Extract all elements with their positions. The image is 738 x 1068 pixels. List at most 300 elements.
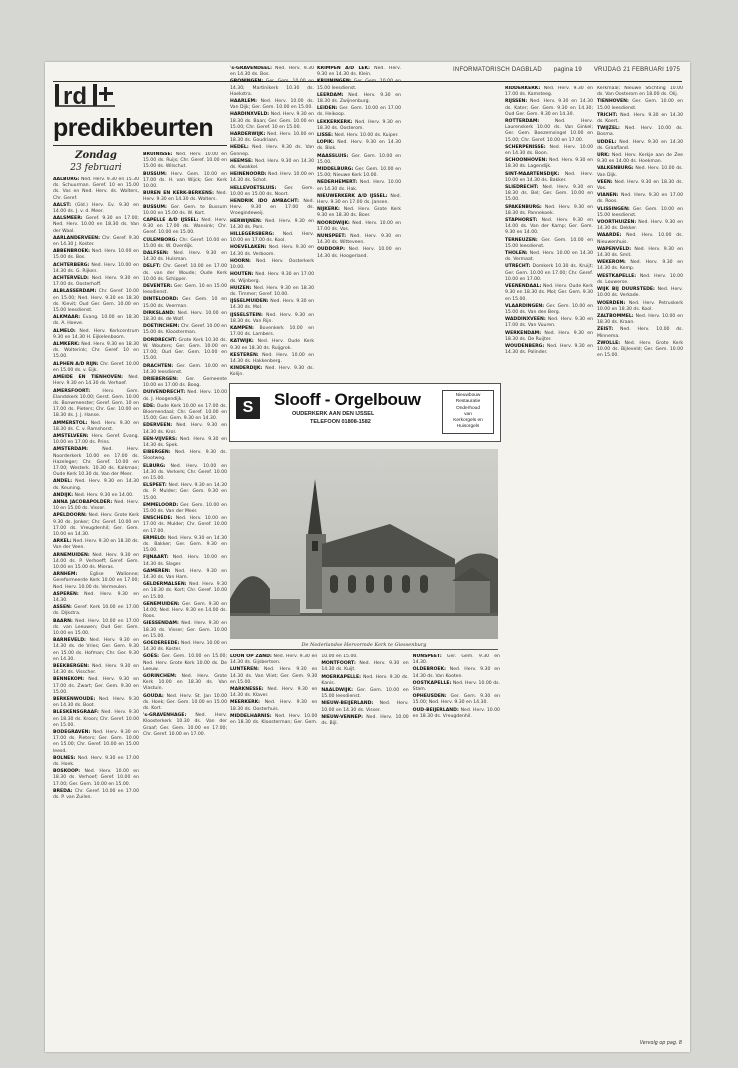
listing-entry — [230, 132, 314, 144]
listing-entry — [505, 218, 593, 237]
listing-text: Ned. Herv. 9.30 en 14.30 ds. Smit. — [597, 246, 683, 259]
listing-text: Ned. Herv. Kerkje aan de Zee 9.30 en 14.00 ds. Hoekman. — [597, 153, 683, 165]
listing-text: Ned. Herv. 10.00 ds. Nieuwenhuis. — [597, 233, 683, 245]
listing-entry — [505, 99, 593, 118]
listing-entry — [143, 516, 227, 535]
listing-text: Ned. Herv. 10.00 en 14.30 ds. Schot. — [230, 172, 314, 184]
listing-text: Ned. Herv. 9.30 en 18.30 ds. Baan; Ger. Gem. 10.00 en 15.00; Chr. Geref. 10 en 15.00. — [230, 112, 314, 130]
listing-entry — [413, 667, 500, 679]
listing-place: RIDDERKERK: — [505, 86, 541, 91]
listing-entry — [53, 421, 139, 433]
ad-phone: TELEFOON 01808-1582 — [310, 419, 371, 425]
listing-place: BAARN: — [53, 618, 73, 624]
listing-text: Ned. Herv. 9.30 en 14.30 ds. Klaver. — [230, 687, 318, 699]
listing-entry — [53, 500, 139, 512]
listing-place: DINTELOORD: — [143, 297, 179, 303]
listing-place: ARNEMUIDEN: — [53, 552, 90, 558]
listing-place: HENDRIK IDO AMBACHT: — [230, 199, 299, 205]
listing-entry — [317, 79, 401, 91]
listing-place: HELLEVOETSLUIS: — [230, 185, 277, 191]
listing-text: Herv. Gem. Elandskerk 10.00; Gerst. Gem. 10.00 ds. Bonwmeester; Geref. Gem. 10 en 17.00 ds. Pieters; Chr. Ger. 10.00 en 18.30 ds. J. J. Hanse. — [53, 388, 139, 419]
listing-place: NUNSPEET: — [317, 234, 347, 240]
listing-entry — [143, 205, 227, 217]
listing-place: GELDERMALSEN: — [143, 582, 187, 588]
listing-entry — [317, 106, 401, 118]
listing-text: Ned. Herv. 9.30 en 18.30 ds. Timmer; Geref. 10.00. — [230, 285, 314, 297]
listing-text: Ned. Herv. 9.30 en 14.30 ds. Bos. — [230, 66, 314, 78]
listing-text: Ned. Herv. Grote Kerk 9.30 en 18.30 ds. Boer. — [317, 207, 401, 219]
listing-column-7 — [597, 86, 683, 1036]
listing-place: ZALTBOMMEL: — [597, 313, 634, 319]
listing-place: LOON OP ZAND: — [230, 654, 272, 659]
listing-place: BLESKENSGRAAF: — [53, 710, 99, 716]
listing-entry — [230, 259, 314, 271]
advertisement — [229, 383, 501, 442]
listing-text: Ned. Herv. 10.00 en 14.30 ds. Hak. — [317, 180, 401, 192]
listing-text: Ned. Herv. 9.30 en 17.00 ds. Vroegindeweij. — [230, 199, 314, 217]
listing-place: TRICHT: — [597, 112, 618, 118]
listing-text: Ned. Herv. 10.00 ds. Van Dijk; Ger. Gem. 10.00 en 15.00. — [230, 99, 314, 111]
listing-text: Ned. Herv. 9.30 ds. Kolijn. — [230, 366, 314, 378]
listing-text: Ger. Gem. te Bussum 10.00 en 15.00 ds. W. Kort. — [143, 204, 227, 216]
listing-entry — [143, 694, 227, 713]
listing-text: Ned. Herv. 9.30 en 14.30 ds. Dekker. — [597, 220, 683, 232]
listing-text: Ger. Gem. 10.00 en 15.00 leesdienst. — [317, 79, 401, 91]
listing-place: AALBURG: — [53, 177, 80, 182]
listing-place: ALMKERK: — [53, 342, 80, 348]
listing-text: Ger. Gem. 9.30 en 15.00; Ned. Herv. 9.30 en 14.30. — [412, 694, 500, 706]
listing-entry — [505, 304, 593, 316]
listing-place: NIEUWERKERK A/D IJSSEL: — [317, 193, 388, 199]
listing-place: EDE: — [143, 403, 155, 409]
day-heading: Zondag — [75, 150, 117, 161]
listing-entry — [230, 99, 314, 111]
listing-entry — [413, 694, 500, 706]
listing-text: Ned. Herv. 10.00 ds. Stam. — [412, 680, 500, 693]
listing-place: ARKEL: — [53, 539, 72, 545]
listing-text: Ned. Herv. 9.30 en 14.30 ds. Verhoef. — [53, 375, 139, 387]
listing-place: ROTTERDAM: — [505, 119, 540, 125]
listing-place: WIJK BIJ DUURSTEDE: — [597, 287, 655, 293]
listing-entry — [143, 152, 227, 171]
listing-text: Ned. Herv. 9.30 en 17.00 ds. Hoek. — [53, 755, 139, 768]
listing-place: GIESSENDAM: — [143, 621, 179, 627]
listing-text: Kerkmaal; Nieuwe Stichting 10.00 ds. Van Oosterom en 18.00 ds. Olij. — [597, 86, 683, 98]
listing-text: Ned. Herv. 9.30 ds. Van Gennep. — [230, 145, 314, 157]
listing-place: WAPENVELD: — [597, 246, 632, 252]
listing-place: DUIVENDRECHT: — [143, 390, 186, 396]
listing-entry — [505, 284, 593, 303]
listing-text: Ned. Herv. 9.30 ds. Slootweg. — [143, 450, 227, 462]
listing-entry — [317, 221, 401, 233]
listing-text: Ned. Herv. Kerkcentrum 9.30 en 14.30 H. Eijkelenboom. — [53, 328, 139, 340]
listing-text: Ned. Herv. 9.30 en 17.00 ds. Kamsteeg. — [505, 86, 593, 98]
listing-text: Ned. Herv. 10.00 ds. Minnema. — [597, 327, 683, 339]
listing-text: Grote Kerk 10.30 ds. W. Wouters; Ger. Gem. 10.00 en 17.00; Oud Ger. Gem. 10.00 en 15.00. — [143, 337, 227, 362]
listing-text: Ned. Herv. 10.00 ds. Louwerse. — [597, 273, 683, 285]
listing-entry — [597, 274, 683, 286]
listing-text: Ger. Gem. 10.00 en 15.00 ds. Van der Meer. — [143, 502, 227, 514]
listing-place: BRUINISSE: — [143, 152, 173, 157]
listing-text: Ned. Herv. 10.00 en 14.30 ds. Vermaat. — [505, 251, 593, 263]
photo-caption: De Nederlandse Hervormde Kerk te Giessenburg — [301, 642, 427, 648]
listing-text: Ned. Herv. 9.30 en 18.30 ds. Van der Veen. — [53, 539, 139, 551]
listing-text: Ned. Herv. 9.30 ds. Kanis. — [321, 674, 409, 686]
title-rule — [53, 145, 227, 146]
listing-text: Ger. Gem. 10 en 15.00 leesdienst. — [143, 284, 227, 296]
listing-place: FIJNAART: — [143, 555, 169, 561]
listing-text: Ger. Gem. 9.30 en 14.30. — [412, 654, 500, 666]
listing-text: Ned. Herv. 10.00 ds. Van Dijk. — [597, 166, 683, 178]
listing-text: Ger. Gem. 10.00 en 17.00 ds. Heikoop. — [317, 106, 401, 118]
listing-place: DIRKSLAND: — [143, 310, 175, 316]
listing-place: VOORTHUIZEN: — [597, 220, 637, 226]
listing-place: CAPELLE A/D IJSSEL: — [143, 218, 199, 224]
listing-place: BUSSUM: — [143, 204, 167, 210]
listing-entry — [53, 677, 139, 696]
listing-text: Ger. Gem. 10.00 en 15.00 ds. Noort. — [230, 185, 314, 197]
listing-text: Ned. Herv. 10.00 en 14.30 ds. Boon. — [505, 144, 593, 157]
listing-entry — [143, 364, 227, 376]
listing-entry — [321, 661, 408, 673]
listing-text: Ned. Herv. 9.30 en 17.00 ds. Oosterhoff. — [53, 276, 139, 288]
listing-text: Ned. Herv. 9.30 en 17.00 ds. Pieters; Ger. Gem. 10.00 en 15.00; Chr. Geref. 10.00 en 15.00 leesd. — [53, 730, 139, 754]
listing-place: GAMEREN: — [143, 568, 171, 574]
listing-text: Ned. Herv. 9.30 en 14.30 ds. Keuning. — [53, 479, 139, 491]
listing-place: APELDOORN: — [53, 513, 87, 519]
listing-text: Ger. Gem. 10.00 en 15.00 leesdienst. — [597, 206, 683, 218]
listing-entry — [505, 205, 593, 217]
listing-place: BOSKOOP: — [53, 769, 81, 775]
listing-text: Ned. Herv. 9.30 en 14.30 ds. Klein. — [317, 66, 401, 78]
listing-place: WERKENDAM: — [505, 330, 542, 336]
listing-place: BARNEVELD: — [53, 638, 86, 644]
listing-entry — [143, 390, 227, 402]
listing-text: Ned. Herv. 9.30 en 18.30 ds. Oosterhuis. — [230, 700, 318, 712]
listing-text: Ned. Herv. 9.30 en 14.30 ds. Kater; Ger. Gem. 9.30 en 14.30; Oud Ger. Gem. 9.30 en 14.30. — [505, 99, 593, 117]
listing-place: HOORN: — [230, 258, 251, 264]
listing-place: MARKNESSE: — [230, 687, 264, 693]
listing-text: Ned. Herv. Grote Kerk 10.00 ds. Bijleveld; Ger. Gem. 10.00 en 15.00. — [597, 340, 683, 359]
ad-service-line: Huisorgels — [456, 424, 480, 430]
listing-text: Eglise Wallonne; Gereformeerde Kerk 10.00 en 17.00; Ned. Herv. 10.00 ds. Vermeulen. — [53, 572, 139, 590]
listing-text: Domkerk 10.30 ds. Kruijt; Ger. Gem. 10.00 en 17.00; Chr. Geref. 10.00 en 17.00. — [505, 264, 593, 282]
listing-place: WESTKAPELLE: — [597, 273, 637, 279]
listing-text: Ned. Herv. 9.30 en 14.30 ds. Koert. — [597, 112, 683, 125]
listing-place: HARDINXVELD: — [230, 112, 270, 118]
listing-place: BOLNES: — [53, 755, 76, 761]
listing-text: Ned. Herv. 10.00 en 18.30 ds. de Wolf. — [143, 310, 227, 323]
listing-text: Ned. Herv. 9.30 en 14.30 ds. Polinder. — [505, 343, 593, 356]
listing-entry — [53, 389, 139, 420]
listing-place: ALKMAAR: — [53, 315, 81, 321]
listing-entry — [317, 120, 401, 132]
masthead-page: pagina 19 — [553, 67, 582, 73]
listing-entry — [143, 450, 227, 462]
listing-text: Ned. Herv. 10.00 en 18.30 ds. Kraan. — [597, 313, 683, 326]
listing-entry — [317, 133, 401, 139]
listing-text: Herv. Gem. 10.00 en 17.00 ds. H. van Wijck; Ger. Kerk 10.00. — [143, 171, 227, 190]
listing-text: Ned. Herv. 9.30 en 14.30 ds. Graafland. — [597, 139, 683, 151]
listing-text: Herv. Geref. Evang. 10.00 en 17.00 ds. Prins. — [53, 433, 139, 446]
listing-text: Ned. Herv. 10.00 ds. Verkade. — [597, 287, 683, 299]
listing-place: OOSTKAPELLE: — [412, 680, 452, 686]
listing-place: TWIJZEL: — [597, 126, 620, 132]
date-heading: 23 februari — [70, 163, 122, 173]
listing-entry — [597, 314, 683, 326]
listing-entry — [597, 113, 683, 125]
listing-place: VEEN: — [597, 179, 613, 185]
listing-place: AARLANDERVEEN: — [53, 235, 100, 241]
listing-place: KINDERDIJK: — [230, 366, 263, 372]
ad-logo: S — [236, 397, 260, 419]
listing-entry — [53, 638, 139, 663]
listing-place: UDDEL: — [597, 139, 617, 145]
listing-place: TERNEUZEN: — [505, 237, 538, 243]
listing-entry — [143, 191, 227, 203]
photo-rule — [230, 649, 498, 650]
continued-note: Vervolg op pag. 8 — [639, 1041, 682, 1046]
listing-entry — [53, 236, 139, 248]
listing-entry — [505, 185, 593, 204]
listing-entry — [230, 313, 314, 325]
listing-text: Ned. Herv. 9.30 en 18.30 ds. Pannekoek. — [505, 204, 593, 216]
listing-text: Ned. Herv. Noorderkerk 10.00 en 17.00 ds. Hazeleger; Chr. Geref. 10.00 en 17.00; Westerk. 10.30 ds. Kalkman; Oude Kerk 10.30 ds. Van der Meer. — [53, 447, 139, 478]
listing-place: CULEMBORG: — [143, 237, 178, 243]
listing-text: Ned. Herv. 9.30 en 14.30 ds. Visscher. — [53, 664, 139, 676]
ad-title: Slooff - Orgelbouw — [274, 390, 421, 409]
listing-text: Ned. Herv. 9.30 en 14.30 ds. Van Vliet; Ger. Gem. 9.30 en 15.00. — [230, 667, 318, 685]
listing-place: OLDEBROEK: — [412, 667, 446, 673]
listing-text: Ned. Herv. 10.00 en 18.30 ds. Goudriaan. — [230, 132, 314, 144]
listing-entry — [230, 66, 314, 78]
listing-text: Ger. Gem. 10.00 en 15.00; Ned. Herv. Grote Kerk 10.00 ds. De Leeuw. — [143, 654, 227, 672]
listing-place: ELBURG: — [143, 463, 166, 469]
listing-place: AMMERSTOL: — [53, 420, 88, 426]
listing-entry — [53, 479, 139, 491]
listing-entry — [597, 287, 683, 299]
church-photo — [230, 449, 498, 639]
listing-entry — [143, 602, 227, 621]
listing-text: Ned. Herv. Oude Kerk 9.30 en 18.30 ds. Mol; Ger. Gem. 9.30 en 15.00. — [505, 284, 593, 302]
listing-entry — [597, 86, 683, 98]
listing-place: HEEMSE: — [230, 158, 253, 164]
listing-entry — [53, 493, 139, 499]
listing-text: Chr. Geref. 10.00 en 17.00 ds. van der Woude; Oude Kerk 10.00 ds. Schipper. — [143, 264, 227, 282]
listing-entry — [53, 447, 139, 478]
listing-place: LEIDEN: — [317, 106, 338, 112]
listing-place: BUSSUM: — [143, 171, 167, 177]
listing-place: ERMELO: — [143, 535, 166, 541]
listing-entry — [317, 194, 401, 206]
listing-place: HEDEL: — [230, 145, 249, 151]
listing-text: Chr. Geref. 10.00 en 15.00; Ned. Herv. 9.30 en 18.30 ds. Kievit; Oud Ger. Gem. 10.00 en 15.00 leesdienst. — [53, 289, 139, 314]
listing-entry — [143, 423, 227, 435]
listing-entry — [53, 553, 139, 572]
listing-place: KESTEREN: — [230, 352, 259, 358]
listing-text: Ned. Herv. 9.30 en 14.30. — [53, 591, 139, 603]
listing-text: Ned. Herv. 9.30 en 14.30 ds. Verboom. — [230, 245, 314, 257]
listing-entry — [317, 167, 401, 179]
listing-place: MIDDELHARNIS: — [230, 713, 272, 719]
listing-entry — [53, 756, 139, 768]
listing-text: Ned. Herv. 9.30 en 14.30 ds. Blok. — [317, 140, 401, 152]
rd-logo — [55, 82, 115, 108]
listing-entry — [143, 297, 227, 309]
listing-text: Ned. Herv. 10.00 en 14.30 ds. Hakkenberg. — [230, 352, 314, 364]
listing-text: Ned. Herv. 9.30 en 14.00. — [74, 492, 134, 498]
listing-entry — [317, 140, 401, 152]
listing-text: Ned. Herv. 9.30 en 14.30 ds. Pors. — [230, 218, 314, 230]
listing-entry — [505, 158, 593, 170]
listing-text: Ger. Gem. 10.00 en 15.00 leesdienst. — [597, 99, 683, 111]
listing-place: THOLEN: — [505, 251, 528, 257]
listing-place: WAARDE: — [597, 233, 622, 239]
listing-place: GOES: — [143, 654, 159, 660]
listing-place: IJSSELSTEIN: — [230, 312, 263, 318]
listing-entry — [597, 153, 683, 165]
listing-entry — [597, 220, 683, 232]
listing-entry — [230, 366, 314, 378]
listing-text: Ned. Herv. Grote Kerk 9.30 ds. Jonker; Chr. Geref. 10.00 en 17.00 ds. Vreugdenhil; Ger. Gem. 10.00 en 14.30. — [53, 513, 139, 537]
listing-entry — [230, 654, 317, 666]
listing-text: Ned. Herv. 9.30 en 14.30 ds. Kemp. — [597, 260, 683, 272]
listing-text: Ger. Gem. 10.00 en 15.00. — [317, 153, 401, 165]
listing-place: STAPHORST: — [505, 218, 538, 224]
listing-entry — [143, 621, 227, 640]
listing-place: OUDDORP: — [317, 247, 345, 253]
listing-text: Ned. Herv. 10.00 en 18.30 ds. Verhoef; Geref. 10.00 en 17.00; Ger. Gem. 10.00 en 15.00. — [53, 769, 139, 787]
listing-entry — [597, 341, 683, 360]
listing-entry — [143, 404, 227, 423]
listing-entry — [597, 193, 683, 205]
listing-text: Ger. Gem. 9.30 en 14.00; Ned. Herv. 9.30 en 14.00 ds. Roos. — [143, 601, 227, 620]
listing-text: Ned. Herv. 10.00 en 15.00 ds. Bos. — [53, 249, 139, 261]
listing-text: Ned. Herv. 9.30 en 17.00 ds. Roos. — [597, 193, 683, 205]
listing-entry — [597, 99, 683, 111]
listing-entry — [597, 260, 683, 272]
listing-place: GENEMUIDEN: — [143, 601, 180, 607]
listing-place: ZEIST: — [597, 327, 614, 333]
listing-entry — [317, 180, 401, 192]
listing-entry — [597, 247, 683, 259]
listing-place: MONTFOORT: — [321, 661, 356, 667]
ad-service-line: van — [464, 411, 472, 417]
listing-text: Ned. Herv. 10.00 en 14.30 ds. Hoogerland. — [317, 247, 401, 259]
listing-text: Ned. Herv. 9.30 en 14.30 ds. Spek. — [143, 436, 227, 448]
listing-text: Ned. Herv. 10.00 ds. Kuiper. — [334, 133, 399, 139]
listing-text: Ned. Herv. 10.00 en 14.30 ds. Verkerk; Chr. Geref. 10.00 en 15.00. — [143, 463, 227, 481]
listing-place: ACHTERBERG: — [53, 262, 90, 268]
listing-entry — [230, 687, 317, 699]
listing-text: Geref. 9.30 en 17.00; Ned. Herv. 10.00 en 18.30 ds. Van der Waal. — [53, 216, 139, 234]
listing-place: ENSCHEDE: — [143, 516, 173, 522]
listing-entry — [53, 289, 139, 314]
listing-text: Ned. Herv. Grote Kerk 10.00 en 18.30 ds. Van Vlastuin. — [143, 674, 227, 692]
listing-place: KATWIJK: — [230, 339, 254, 345]
listing-entry — [505, 119, 593, 144]
listing-place: ZWOLLE: — [597, 340, 621, 346]
listing-entry — [505, 344, 593, 356]
listing-place: EIBERGEN: — [143, 450, 171, 456]
listing-place: HAARLEM: — [230, 99, 257, 105]
listing-place: ANNA JACOBAPOLDER: — [53, 499, 113, 505]
listing-column-1 — [53, 177, 139, 1047]
listing-text: Ger. Gem. 10.00 en 15.00 ds. Van den Berg. — [505, 303, 593, 315]
listing-place: URK: — [597, 153, 610, 159]
listing-place: AMERSFOORT: — [53, 388, 91, 394]
listing-entry — [505, 172, 593, 184]
listing-text: Ned. Herv. 9.30 en 14.30 ds. Kuijt. — [321, 661, 409, 673]
listing-entry — [505, 86, 593, 98]
listing-entry — [505, 264, 593, 283]
listing-place: HOEVELAKEN: — [230, 245, 267, 251]
listing-text: Ned. Herv. Oude Kerk 9.30 en 18.30 ds. Ruijgrok. — [230, 339, 314, 351]
listing-place: DOETINCHEM: — [143, 324, 180, 330]
listing-text: Ger. Gem. 10.00 en 15.00 leesdienst. — [321, 688, 409, 700]
listing-place: SPAKENBURG: — [505, 204, 542, 210]
listing-entry — [597, 207, 683, 219]
listing-place: VIANEN: — [597, 193, 619, 199]
listing-entry — [413, 681, 500, 693]
listing-place: BENNEKOM: — [53, 677, 85, 683]
listing-entry — [505, 238, 593, 250]
listing-text: Geref. Kerk 10.00 en 17.00 ds. Dijkstra. — [53, 605, 139, 617]
listing-entry — [230, 186, 314, 198]
listing-text: Ned. Herv. 9.30 en 14.30 ds. Boot. — [53, 697, 139, 709]
listing-text: Ned. Herv. 9.30 en 17.00 ds. Van Vuuren. — [505, 317, 593, 329]
listing-entry — [143, 654, 227, 673]
listing-entry — [53, 539, 139, 551]
listing-text: (Gld.) Herv. Ev. 9.30 en 14.00 ds. J. v. d. Meer. — [53, 202, 139, 215]
listing-entry — [143, 264, 227, 283]
ad-service-line: Restauratie — [455, 399, 481, 405]
listing-entry — [597, 166, 683, 178]
listing-text: Ned. Herv. 10.00 en 18.30 ds. Vreugdenhil. — [412, 707, 500, 719]
listing-text: Ned. Herv. 9.30 en 17.00 ds. Wijnberg. — [230, 272, 314, 284]
listing-entry — [53, 605, 139, 617]
listing-place: ASPEREN: — [53, 591, 79, 597]
listing-place: AMSTELVEEN: — [53, 433, 89, 439]
listing-text: Ned. Herv. 9.30 en 14.30 ds. Hulsman. — [143, 251, 227, 263]
listing-text: Ned. Herv. 9.30 en 14.30 ds. Van Kooten. — [412, 667, 500, 679]
listing-entry — [143, 172, 227, 191]
listing-text: Ger. Gem. 10.00 en 14.30 leesdienst. — [143, 363, 227, 375]
listing-entry — [413, 708, 500, 720]
listing-place: SCHERPENISSE: — [505, 144, 546, 150]
listing-text: Ned. Herv. 9.30 en 14.30 ds. P. Mulder; Ger. Gem. 9.30 en 15.00. — [143, 483, 227, 501]
listing-place: HARDERWIJK: — [230, 132, 266, 138]
logo-text: rd — [63, 83, 87, 108]
listing-place: DRACHTEN: — [143, 363, 174, 369]
masthead-paper: INFORMATORISCH DAGBLAD — [453, 67, 542, 73]
listing-entry — [230, 299, 314, 311]
listing-text: Ned. Herv. Laurenskerk 10.00 ds. Van Ginkel; Ger. Gem. Boezemsingel 10.00 en 15.00; Chr. Geref. 10.00 en 17.00. — [505, 119, 593, 143]
listing-text: Ger. Gem. 10.00 en 14.30; Martinikerk 10.30 ds. Hoekstra. — [230, 79, 314, 97]
listing-text: Bovenkerk 10.00 en 17.00 ds. Lambers. — [230, 325, 314, 338]
listing-text: Ned. Herv. Petruskerk 10.00 en 18.30 ds. Kool. — [597, 300, 683, 312]
listing-text: Evang. 10.00 en 18.30 ds. A. Hoeve. — [53, 315, 139, 327]
listing-place: ACHTERVELD: — [53, 276, 89, 282]
listing-place: AALSMEER: — [53, 216, 83, 222]
listing-place: DORDRECHT: — [143, 337, 177, 343]
listing-place: NEDERHEMERT: — [317, 180, 358, 186]
listing-entry — [505, 317, 593, 329]
listing-place: UTRECHT: — [505, 264, 531, 270]
listing-place: AMEIDE EN TIENHOVEN: — [53, 375, 123, 381]
masthead-date: VRIJDAG 21 FEBRUARI 1975 — [593, 67, 680, 73]
listing-entry — [321, 701, 408, 713]
